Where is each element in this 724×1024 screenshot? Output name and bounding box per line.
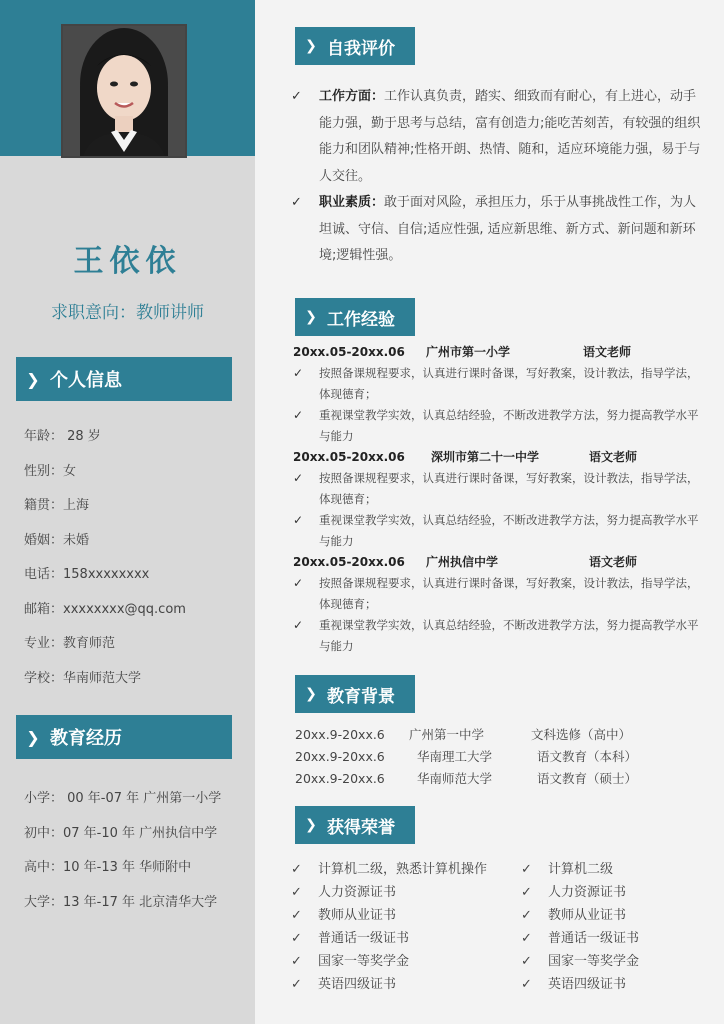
info-school: 学校：华南师范大学 [24, 670, 142, 686]
job-duty [293, 615, 703, 657]
profile-photo [61, 24, 187, 158]
info-hometown: 籍贯：上海 [24, 498, 90, 513]
edu-major: 语文教育（本科） [537, 749, 638, 764]
job-entry [293, 342, 703, 447]
list-item [291, 881, 711, 904]
honor-left: 普通话一级证书 [318, 931, 410, 946]
list-item [291, 973, 711, 996]
check-icon: ✓ [291, 931, 302, 946]
job-entry [293, 447, 703, 552]
job-period: 20xx.05-20xx.06 [293, 345, 405, 359]
list-item [291, 190, 701, 270]
work-experience-header [295, 298, 415, 336]
check-icon: ✓ [293, 366, 304, 380]
info-marital: 婚姻：未婚 [24, 532, 90, 548]
honors-list [291, 858, 711, 996]
job-duty [293, 573, 703, 615]
info-gender: 性别：女 [24, 463, 77, 479]
edu-school: 广州第一中学 [409, 727, 485, 742]
check-icon: ✓ [293, 471, 304, 485]
item-label: 工作方面： [319, 89, 385, 104]
job-period: 20xx.05-20xx.06 [293, 450, 405, 464]
education-history-header [16, 715, 232, 759]
duty-text: 按照备课规程要求，认真进行课时备课，写好教案，设计教法，指导学法，体现德育； [319, 366, 699, 401]
section-title: 自我评价 [327, 38, 395, 59]
list-item [295, 746, 705, 768]
edu-primary: 小学： 00 年-07 年 广州第一小学 [24, 791, 222, 806]
chevron-right-icon: ❯ [305, 309, 317, 325]
item-label: 职业素质： [319, 195, 385, 210]
list-item [291, 950, 711, 973]
self-evaluation-list [291, 84, 701, 270]
check-icon: ✓ [521, 885, 532, 900]
job-duty [293, 510, 703, 552]
check-icon: ✓ [293, 618, 304, 632]
honor-right: 计算机二级 [548, 862, 614, 877]
check-icon: ✓ [293, 513, 304, 527]
check-icon: ✓ [291, 885, 302, 900]
self-evaluation-header [295, 27, 415, 65]
job-role: 语文老师 [589, 555, 638, 569]
job-org: 深圳市第二十一中学 [431, 450, 540, 464]
job-duty [293, 363, 703, 405]
duty-text: 重视课堂教学实效，认真总结经验，不断改进教学方法，努力提高教学水平与能力 [319, 408, 699, 443]
honor-left: 人力资源证书 [318, 885, 397, 900]
honor-right: 普通话一级证书 [548, 931, 640, 946]
check-icon: ✓ [521, 977, 532, 992]
check-icon: ✓ [291, 862, 302, 877]
edu-period: 20xx.9-20xx.6 [295, 749, 385, 764]
job-entry [293, 552, 703, 657]
main-content [255, 0, 724, 1024]
duty-text: 按照备课规程要求，认真进行课时备课，写好教案，设计教法，指导学法，体现德育； [319, 471, 699, 506]
job-intention: 求职意向：教师讲师 [51, 303, 204, 323]
education-background-header [295, 675, 415, 713]
list-item [295, 724, 705, 746]
chevron-right-icon: ❯ [26, 727, 40, 747]
section-title: 个人信息 [50, 370, 122, 391]
check-icon: ✓ [291, 954, 302, 969]
edu-period: 20xx.9-20xx.6 [295, 727, 385, 742]
check-icon: ✓ [293, 576, 304, 590]
honor-right: 国家一等奖学金 [548, 954, 640, 969]
list-item [291, 904, 711, 927]
check-icon: ✓ [291, 977, 302, 992]
info-major: 专业：教育师范 [24, 636, 116, 651]
job-org: 广州市第一小学 [426, 345, 511, 359]
honor-right: 教师从业证书 [548, 908, 627, 923]
check-icon: ✓ [521, 954, 532, 969]
job-period: 20xx.05-20xx.06 [293, 555, 405, 569]
duty-text: 按照备课规程要求，认真进行课时备课，写好教案，设计教法，指导学法，体现德育； [319, 576, 699, 611]
chevron-right-icon: ❯ [305, 817, 317, 833]
education-background-list [295, 724, 705, 790]
job-header [293, 447, 703, 468]
job-org: 广州执信中学 [426, 555, 499, 569]
duty-text: 重视课堂教学实效，认真总结经验，不断改进教学方法，努力提高教学水平与能力 [319, 513, 699, 548]
honor-right: 英语四级证书 [548, 977, 627, 992]
info-age: 年龄： 28 岁 [24, 429, 101, 444]
item-text: 工作认真负责，踏实、细致而有耐心，有上进心，动手能力强，勤于思考与总结，富有创造力;能吃苦刻苦，有较强的组织能力和团队精神;性格开朗、热情、随和，适应环境能力强，易于与人交往。 [319, 89, 701, 184]
honors-header [295, 806, 415, 844]
honor-left: 国家一等奖学金 [318, 954, 410, 969]
sidebar [0, 0, 255, 1024]
info-phone: 电话：158xxxxxxxx [24, 567, 150, 582]
education-history-list [24, 782, 252, 920]
job-duty [293, 468, 703, 510]
edu-major: 文科选修（高中） [531, 727, 632, 742]
list-item [295, 768, 705, 790]
job-header [293, 342, 703, 363]
edu-university: 大学：13 年-17 年 北京清华大学 [24, 894, 218, 910]
item-text: 敢于面对风险，承担压力，乐于从事挑战性工作，为人坦诚、守信、自信;适应性强, 适应新思维、新方式、新问题和新环境;逻辑性强。 [319, 195, 697, 263]
honor-right: 人力资源证书 [548, 885, 627, 900]
honor-left: 计算机二级，熟悉计算机操作 [318, 862, 488, 877]
work-experience-list [293, 342, 703, 657]
chevron-right-icon: ❯ [26, 369, 40, 389]
edu-period: 20xx.9-20xx.6 [295, 771, 385, 786]
honor-left: 教师从业证书 [318, 908, 397, 923]
list-item [291, 858, 711, 881]
list-item [291, 927, 711, 950]
edu-school: 华南师范大学 [417, 771, 493, 786]
job-duty [293, 405, 703, 447]
edu-major: 语文教育（硕士） [537, 771, 638, 786]
list-item [291, 84, 701, 190]
check-icon: ✓ [291, 89, 302, 104]
section-title: 教育背景 [327, 686, 395, 707]
section-title: 教育经历 [50, 728, 122, 749]
section-title: 获得荣誉 [327, 817, 395, 838]
honor-left: 英语四级证书 [318, 977, 397, 992]
check-icon: ✓ [291, 195, 302, 210]
job-role: 语文老师 [583, 345, 632, 359]
personal-info-list [24, 420, 244, 696]
personal-info-header [16, 357, 232, 401]
chevron-right-icon: ❯ [305, 38, 317, 54]
check-icon: ✓ [521, 862, 532, 877]
check-icon: ✓ [521, 931, 532, 946]
job-role: 语文老师 [589, 450, 638, 464]
job-header [293, 552, 703, 573]
info-email: 邮箱：xxxxxxxx@qq.com [24, 601, 186, 617]
chevron-right-icon: ❯ [305, 686, 317, 702]
edu-middle: 初中：07 年-10 年 广州执信中学 [24, 825, 218, 841]
candidate-name: 王依依 [73, 244, 182, 279]
section-title: 工作经验 [327, 309, 395, 330]
check-icon: ✓ [293, 408, 304, 422]
edu-high: 高中：10 年-13 年 华师附中 [24, 860, 192, 875]
duty-text: 重视课堂教学实效，认真总结经验，不断改进教学方法，努力提高教学水平与能力 [319, 618, 699, 653]
edu-school: 华南理工大学 [417, 749, 493, 764]
check-icon: ✓ [291, 908, 302, 923]
check-icon: ✓ [521, 908, 532, 923]
